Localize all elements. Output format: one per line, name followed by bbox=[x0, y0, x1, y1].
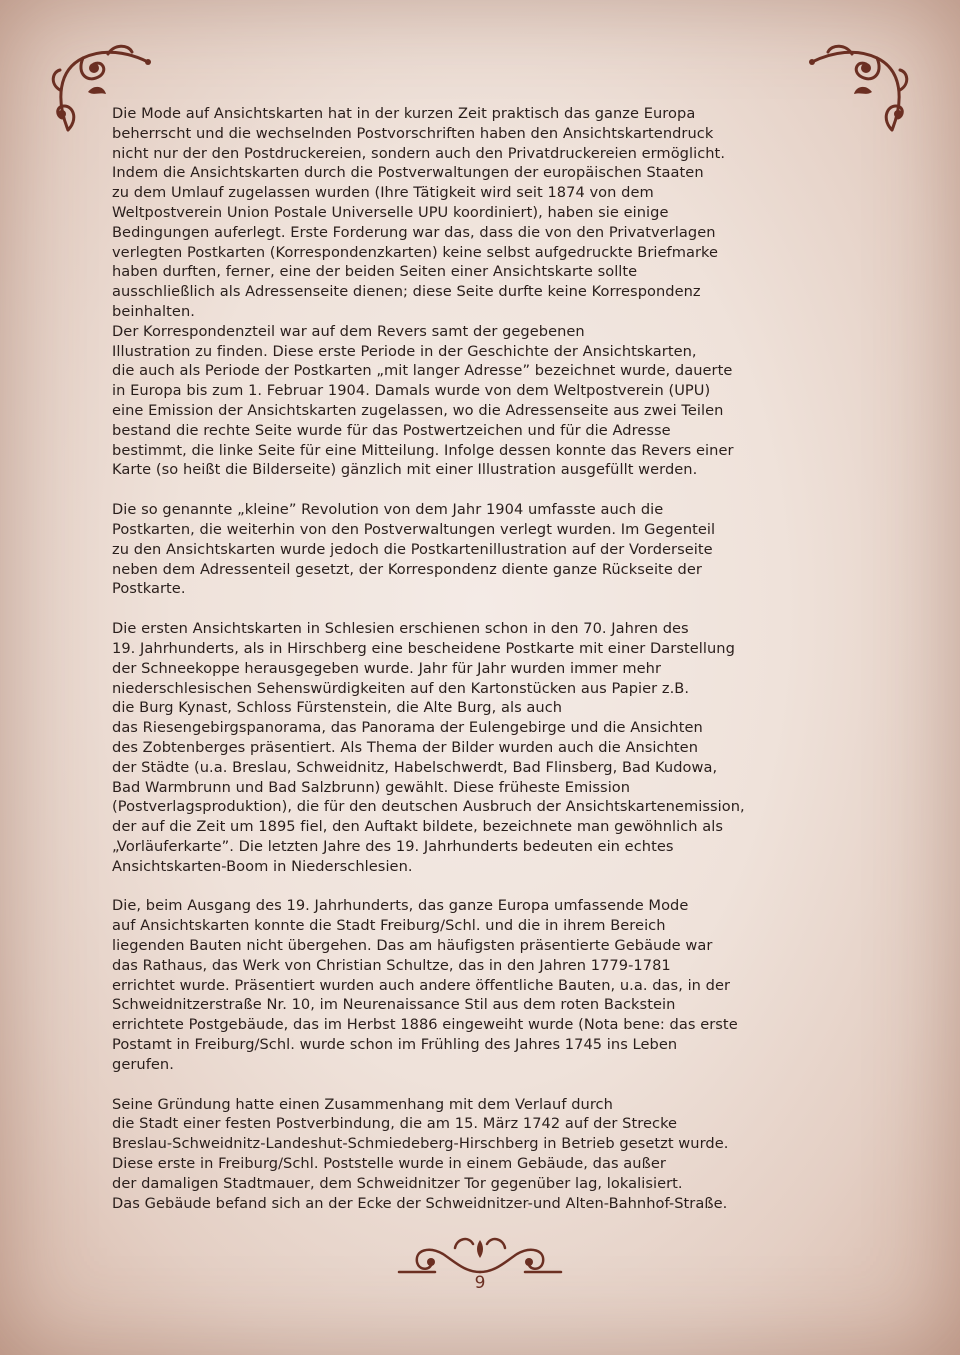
paragraph-4: Die ersten Ansichtskarten in Schlesien erschienen schon in den 70. Jahren des 19. Jahrhunderts, als in Hirschberg eine bescheidene Postkarte mit einer Darstellung der Schneekoppe herausgegeben wurde. Jahr für Jahr wurden immer mehr niederschlesischen Sehenswürdigkeiten auf den Kartonstücken aus Papier z.B. die Burg Kynast, Schloss Fürstenstein, die Alte Burg, als auch das Riesengebirgspanorama, das Panorama der Eulengebirge und die Ansichten des Zobtenberges präsentiert. Als Thema der Bilder wurden auch die Ansichten der Städte (u.a. Breslau, Schweidnitz, Habelschwerdt, Bad Flinsberg, Bad Kudowa, Bad Warmbrunn und Bad Salzbrunn) gewählt. Diese früheste Emission (Postverlagsproduktion), die für den deutschen Ausbruch der Ansichtskartenemission, der auf die Zeit um 1895 fiel, den Auftakt bildete, bezeichnete man gewöhnlich als „Vorläuferkarte”. Die letzten Jahre des 19. Jahrhunderts bedeuten ein echtes Ansichtskarten-Boom in Niederschlesien. bbox=[112, 620, 745, 875]
page-number: 9 bbox=[474, 1273, 486, 1293]
paragraph-2: Der Korrespondenzteil war auf dem Revers samt der gegebenen Illustration zu finden. Diese erste Periode in der Geschichte der Ansichtskarten, die auch als Periode der Postkarten „mit langer Adresse” bezeichnet wurde, dauerte in Europa bis zum 1. Februar 1904. Damals wurde von dem Weltpostverein (UPU) eine Emission der Ansichtskarten zugelassen, wo die Adressenseite aus zwei Teilen bestand die rechte Seite wurde für das Postwertzeichen und für die Adresse bestimmt, die linke Seite für eine Mitteilung. Infolge dessen konnte das Revers einer Karte (so heißt die Bilderseite) gänzlich mit einer Illustration ausgefüllt werden. bbox=[112, 322, 734, 479]
paragraph-6: Seine Gründung hatte einen Zusammenhang mit dem Verlauf durch die Stadt einer festen Postverbindung, die am 15. März 1742 auf der Strecke Breslau-Schweidnitz-Landeshut-Schmiedeberg-Hirschberg in Betrieb gesetzt wurde. Diese erste in Freiburg/Schl. Poststelle wurde in einem Gebäude, das außer der damaligen Stadtmauer, dem Schweidnitzer Tor gegenüber lag, lokalisiert. Das Gebäude befand sich an der Ecke der Schweidnitzer-und Alten-Bahnhof-Straße. bbox=[112, 1095, 729, 1212]
paragraph-3: Die so genannte „kleine” Revolution von dem Jahr 1904 umfasste auch die Postkarten, die weiterhin von den Postverwaltungen verlegt wurden. Im Gegenteil zu den Ansichtskarten wurde jedoch die Postkartenillustration auf der Vorderseite neben dem Adressenteil gesetzt, der Korrespondenz diente ganze Rückseite der Postkarte. bbox=[112, 501, 716, 598]
document-body bbox=[112, 104, 832, 1213]
paragraph-5: Die, beim Ausgang des 19. Jahrhunderts, das ganze Europa umfassende Mode auf Ansichtskarten konnte die Stadt Freiburg/Schl. und die in ihrem Bereich liegenden Bauten nicht übergehen. Das am häufigsten präsentierte Gebäude war das Rathaus, das Werk von Christian Schultze, das in den Jahren 1779-1781 errichtet wurde. Präsentiert wurden auch andere öffentliche Bauten, u.a. das, in der Schweidnitzerstraße Nr. 10, im Neurenaissance Stil aus dem roten Backstein errichtete Postgebäude, das im Herbst 1886 eingeweiht wurde (Nota bene: das erste Postamt in Freiburg/Schl. wurde schon im Frühling des Jahres 1745 ins Leben gerufen. bbox=[112, 897, 738, 1073]
paragraph-1: Die Mode auf Ansichtskarten hat in der kurzen Zeit praktisch das ganze Europa beherrscht und die wechselnden Postvorschriften haben den Ansichtskartendruck nicht nur der den Postdruckereien, sondern auch den Privatdruckereien ermöglicht. Indem die Ansichtskarten durch die Postverwaltungen der europäischen Staaten zu dem Umlauf zugelassen wurden (Ihre Tätigkeit wird seit 1874 von dem Weltpostverein Union Postale Universelle UPU koordiniert), haben sie einige Bedingungen auferlegt. Erste Forderung war das, dass die von den Privatverlagen verlegten Postkarten (Korrespondenzkarten) keine selbst aufgedruckte Briefmarke haben durften, ferner, eine der beiden Seiten einer Ansichtskarte sollte ausschließlich als Adressenseite dienen; diese Seite durfte keine Korrespondenz beinhalten. bbox=[112, 105, 726, 320]
